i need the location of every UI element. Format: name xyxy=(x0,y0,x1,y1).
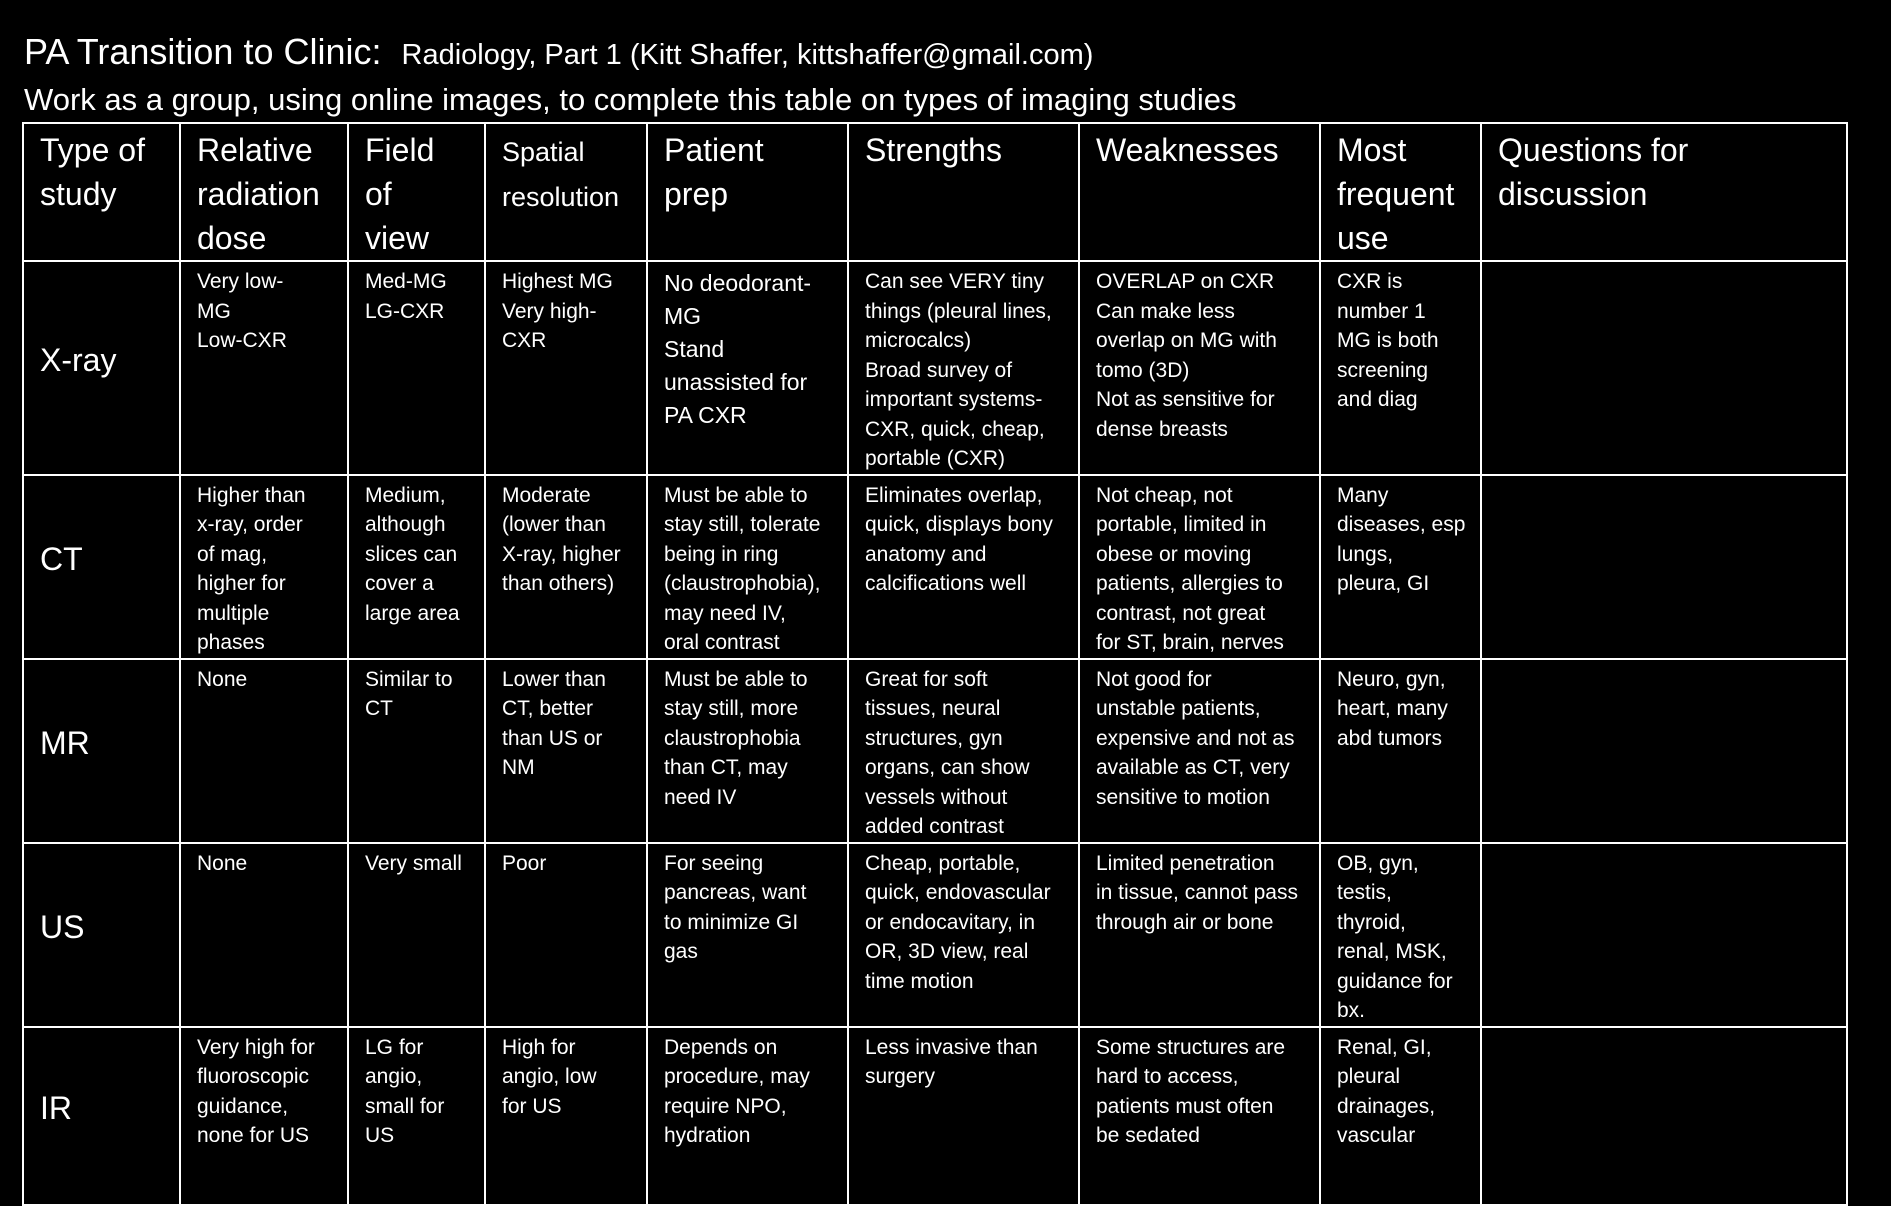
table-cell: Not good for unstable patients, expensive and not as available as CT, very sensitive to motion xyxy=(1079,659,1320,843)
table-row xyxy=(23,475,1847,659)
course-title: PA Transition to Clinic: xyxy=(24,31,382,72)
table-cell xyxy=(1481,475,1847,659)
table-cell: Less invasive than surgery xyxy=(848,1027,1079,1205)
table-cell: High for angio, low for US xyxy=(485,1027,647,1205)
column-header-most-frequent-use: Most frequent use xyxy=(1320,123,1481,261)
table-cell: Must be able to stay still, tolerate being in ring (claustrophobia), may need IV, oral contrast xyxy=(647,475,848,659)
table-cell: Limited penetration in tissue, cannot pass through air or bone xyxy=(1079,843,1320,1027)
column-header-radiation-dose: Relative radiation dose xyxy=(180,123,348,261)
document-title xyxy=(24,30,1093,82)
table-cell: No deodorant- MG Stand unassisted for PA CXR xyxy=(647,261,848,475)
imaging-studies-table xyxy=(22,122,1848,1206)
table-cell: Moderate (lower than X-ray, higher than others) xyxy=(485,475,647,659)
table-cell: Cheap, portable, quick, endovascular or endocavitary, in OR, 3D view, real time motion xyxy=(848,843,1079,1027)
table-cell: Very small xyxy=(348,843,485,1027)
table-cell: Highest MG Very high- CXR xyxy=(485,261,647,475)
table-cell: Very low- MG Low-CXR xyxy=(180,261,348,475)
table-cell: Similar to CT xyxy=(348,659,485,843)
row-label-ir: IR xyxy=(23,1027,180,1205)
table-row xyxy=(23,261,1847,475)
table-cell: CXR is number 1 MG is both screening and diag xyxy=(1320,261,1481,475)
table-cell: Some structures are hard to access, patients must often be sedated xyxy=(1079,1027,1320,1205)
table-cell: Can see VERY tiny things (pleural lines, microcalcs) Broad survey of important systems- CXR, quick, cheap, portable (CXR) xyxy=(848,261,1079,475)
row-label-mr: MR xyxy=(23,659,180,843)
table-cell: Medium, although slices can cover a large area xyxy=(348,475,485,659)
table-cell: Eliminates overlap, quick, displays bony anatomy and calcifications well xyxy=(848,475,1079,659)
column-header-questions: Questions for discussion xyxy=(1481,123,1847,261)
table-cell: Neuro, gyn, heart, many abd tumors xyxy=(1320,659,1481,843)
table-cell: Very high for fluoroscopic guidance, none for US xyxy=(180,1027,348,1205)
table-cell: Med-MG LG-CXR xyxy=(348,261,485,475)
column-header-spatial-resolution: Spatial resolution xyxy=(485,123,647,261)
table-row xyxy=(23,659,1847,843)
table-cell xyxy=(1481,261,1847,475)
table-cell: OB, gyn, testis, thyroid, renal, MSK, guidance for bx. xyxy=(1320,843,1481,1027)
row-label-ct: CT xyxy=(23,475,180,659)
column-header-strengths: Strengths xyxy=(848,123,1079,261)
column-header-type: Type of study xyxy=(23,123,180,261)
table-cell: Must be able to stay still, more claustrophobia than CT, may need IV xyxy=(647,659,848,843)
table-cell: None xyxy=(180,843,348,1027)
table-cell: Poor xyxy=(485,843,647,1027)
table-cell: Not cheap, not portable, limited in obese or moving patients, allergies to contrast, not great for ST, brain, nerves xyxy=(1079,475,1320,659)
row-label-us: US xyxy=(23,843,180,1027)
table-cell: None xyxy=(180,659,348,843)
table-cell: LG for angio, small for US xyxy=(348,1027,485,1205)
table-header-row xyxy=(23,123,1847,261)
column-header-field-of-view: Field of view xyxy=(348,123,485,261)
table-row xyxy=(23,843,1847,1027)
table-cell xyxy=(1481,843,1847,1027)
column-header-weaknesses: Weaknesses xyxy=(1079,123,1320,261)
table-cell xyxy=(1481,1027,1847,1205)
instructions-text: Work as a group, using online images, to complete this table on types of imaging studies xyxy=(24,82,1237,117)
table-cell: Renal, GI, pleural drainages, vascular xyxy=(1320,1027,1481,1205)
table-cell: Depends on procedure, may require NPO, hydration xyxy=(647,1027,848,1205)
table-cell: Many diseases, esp lungs, pleura, GI xyxy=(1320,475,1481,659)
table-cell: Great for soft tissues, neural structures, gyn organs, can show vessels without added contrast xyxy=(848,659,1079,843)
table-cell: Lower than CT, better than US or NM xyxy=(485,659,647,843)
row-label-xray: X-ray xyxy=(23,261,180,475)
table-cell xyxy=(1481,659,1847,843)
course-subtitle: Radiology, Part 1 (Kitt Shaffer, kittshaffer@gmail.com) xyxy=(401,39,1094,71)
table-row xyxy=(23,1027,1847,1205)
column-header-patient-prep: Patient prep xyxy=(647,123,848,261)
table-cell: Higher than x-ray, order of mag, higher for multiple phases xyxy=(180,475,348,659)
table-cell: For seeing pancreas, want to minimize GI gas xyxy=(647,843,848,1027)
table-cell: OVERLAP on CXR Can make less overlap on MG with tomo (3D) Not as sensitive for dense breasts xyxy=(1079,261,1320,475)
